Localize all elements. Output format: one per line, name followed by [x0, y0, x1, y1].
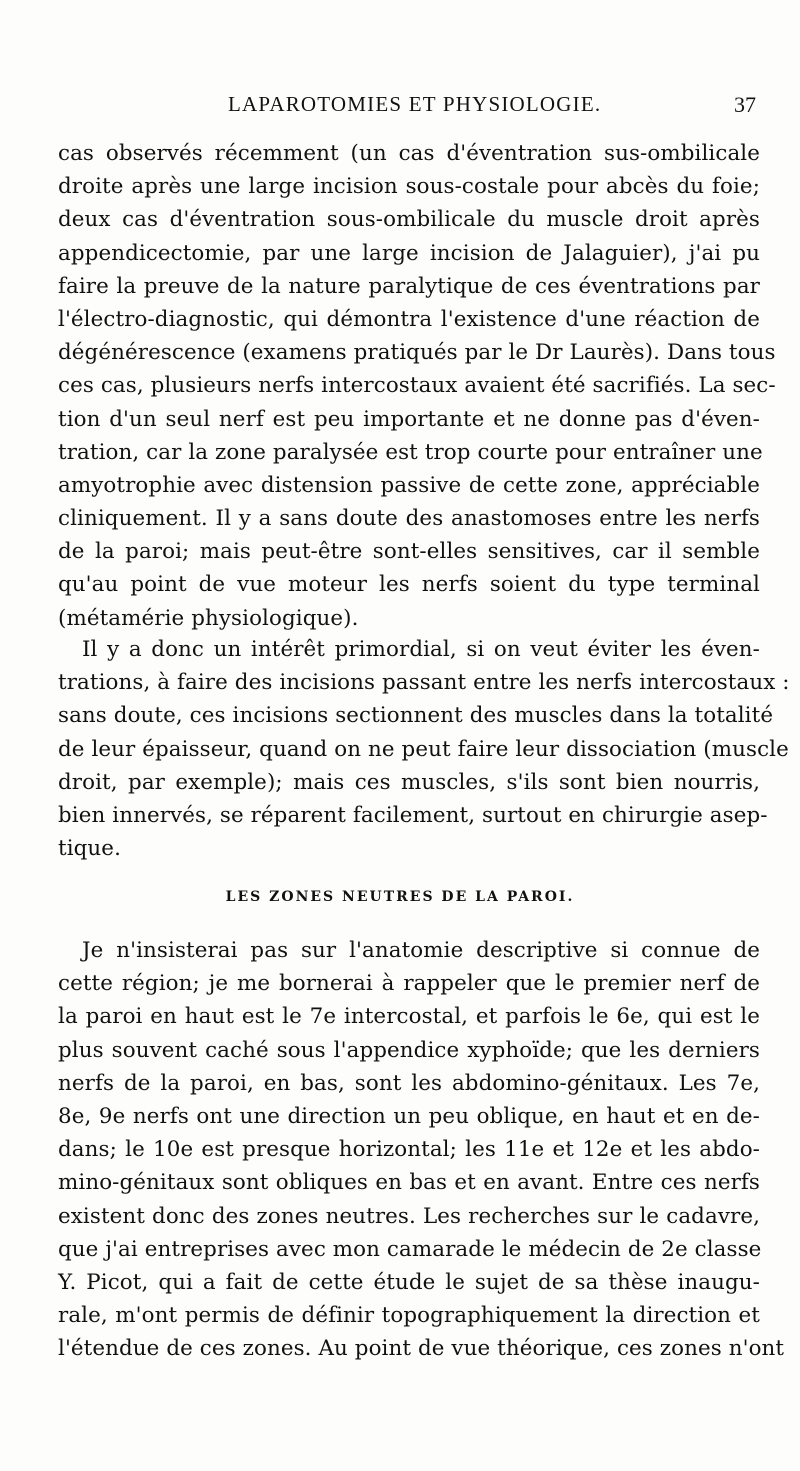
text-line: tique. — [58, 836, 121, 862]
page-number: 37 — [734, 92, 756, 117]
text-line: nerfs de la paroi, en bas, sont les abdomino-génitaux. Les 7e, — [58, 1070, 760, 1096]
text-line: dégénérescence (examens pratiqués par le Dr Laurès). Dans tous — [58, 340, 776, 366]
paragraph-continued — [58, 137, 776, 635]
text-line: dans; le 10e est presque horizontal; les 11e et 12e et les abdo- — [58, 1137, 760, 1163]
text-line: Il y a donc un intérêt primordial, si on veut éviter les éven- — [82, 637, 760, 662]
text-line: rale, m'ont permis de définir topographiquement la direction et — [58, 1303, 760, 1329]
text-line: qu'au point de vue moteur les nerfs soient du type terminal — [58, 572, 760, 598]
text-line: deux cas d'éventration sous-ombilicale du muscle droit après — [58, 207, 760, 233]
text-line: mino-génitaux sont obliques en bas et en avant. Entre ces nerfs — [58, 1170, 760, 1196]
text-line: cas observés récemment (un cas d'éventration sus-ombilicale — [58, 141, 760, 166]
text-line: droite après une large incision sous-costale pour abcès du foie; — [58, 174, 760, 200]
text-line: bien innervés, se réparent facilement, surtout en chirurgie asep- — [58, 802, 768, 828]
paragraph-neutral-zones — [58, 934, 785, 1365]
text-line: plus souvent caché sous l'appendice xyphoïde; que les derniers — [58, 1037, 760, 1063]
text-line: 8e, 9e nerfs ont une direction un peu oblique, en haut et en de- — [58, 1103, 760, 1129]
text-line: tion d'un seul nerf est peu importante et ne donne pas d'éven- — [58, 406, 760, 432]
text-line: de leur épaisseur, quand on ne peut faire leur dissociation (muscle — [58, 736, 789, 762]
paragraph-incisions — [58, 633, 790, 865]
text-line: appendicectomie, par une large incision de Jalaguier), j'ai pu — [58, 240, 760, 266]
text-line: de la paroi; mais peut-être sont-elles sensitives, car il semble — [58, 539, 760, 565]
text-line: cette région; je me bornerai à rappeler que le premier nerf de — [58, 971, 760, 997]
text-line: tration, car la zone paralysée est trop courte pour entraîner une — [58, 439, 763, 465]
text-line: trations, à faire des incisions passant entre les nerfs intercostaux : — [58, 670, 790, 696]
running-head — [60, 92, 760, 124]
text-line: existent donc des zones neutres. Les recherches sur le cadavre, — [58, 1203, 760, 1229]
text-line: sans doute, ces incisions sectionnent des muscles dans la totalité — [58, 703, 774, 729]
text-line: que j'ai entreprises avec mon camarade le médecin de 2e classe — [58, 1236, 762, 1262]
text-line: cliniquement. Il y a sans doute des anastomoses entre les nerfs — [58, 506, 760, 532]
text-line: Je n'insisterai pas sur l'anatomie descriptive si connue de — [82, 938, 760, 963]
text-line: droit, par exemple); mais ces muscles, s'ils sont bien nourris, — [58, 769, 760, 795]
section-heading: LES ZONES NEUTRES DE LA PAROI. — [225, 889, 575, 905]
text-line: l'étendue de ces zones. Au point de vue théorique, ces zones n'ont — [58, 1336, 785, 1362]
text-line: amyotrophie avec distension passive de cette zone, appréciable — [58, 472, 760, 498]
text-line: l'électro-diagnostic, qui démontra l'existence d'une réaction de — [58, 306, 760, 332]
text-line: (métamérie physiologique). — [58, 605, 359, 631]
running-title: LAPAROTOMIES ET PHYSIOLOGIE. — [228, 92, 602, 116]
text-line: Y. Picot, qui a fait de cette étude le sujet de sa thèse inaugu- — [58, 1269, 760, 1295]
text-line: faire la preuve de la nature paralytique de ces éventrations par — [58, 273, 760, 299]
text-line: la paroi en haut est le 7e intercostal, et parfois le 6e, qui est le — [58, 1004, 760, 1030]
text-line: ces cas, plusieurs nerfs intercostaux avaient été sacrifiés. La sec- — [58, 373, 776, 399]
